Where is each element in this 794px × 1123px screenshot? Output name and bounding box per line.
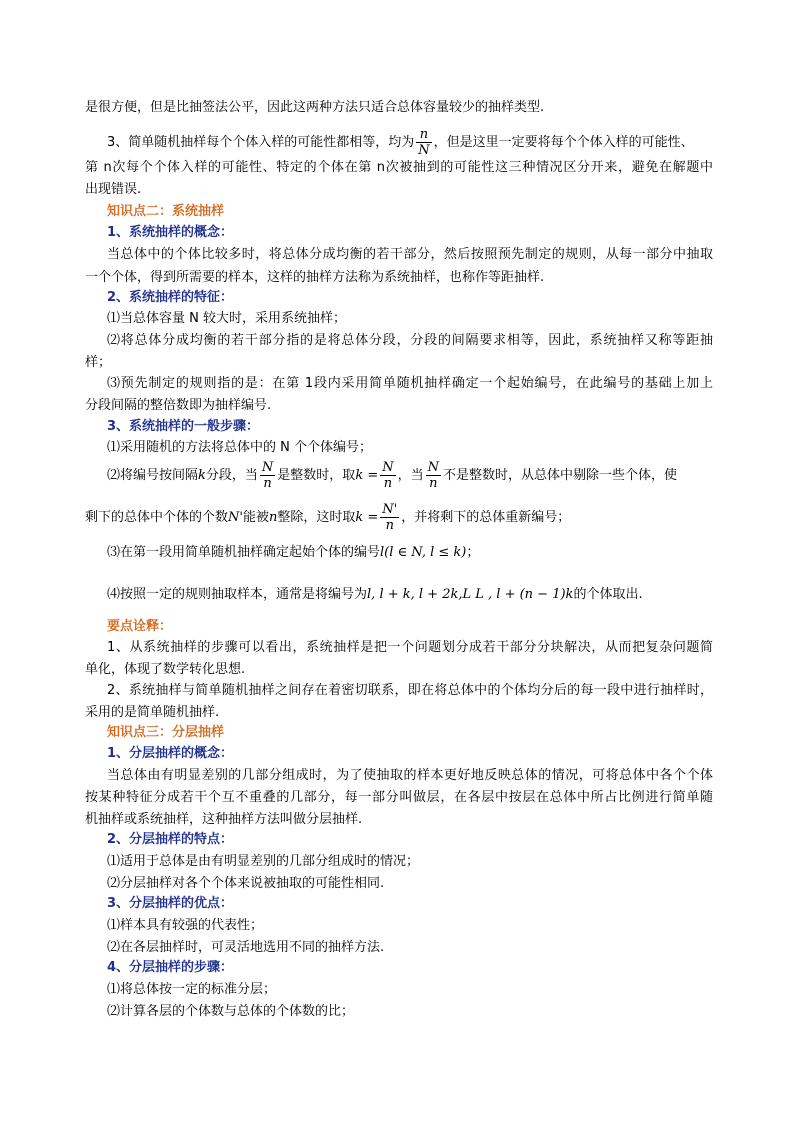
text-line: 出现错误. [85, 182, 142, 197]
subheading: 2、分层抽样的特点： [107, 832, 234, 847]
text-line: 按某种特征分成若干个互不重叠的几部分，每一部分叫做层，在各层中按层在总体中所占比例进行简单随 [85, 790, 713, 805]
subheading: 3、分层抽样的优点： [107, 896, 234, 911]
text-line: ⑴样本具有较强的代表性； [107, 918, 264, 933]
text-line: ⑵在各层抽样时，可灵活地选用不同的抽样方法. [107, 940, 385, 955]
text-segment: ，但是这里一定要将每个个体入样的可能性、 [433, 135, 694, 150]
text-line: ⑵将总体分成均衡的若干部分指的是将总体分段，分段的间隔要求相等，因此，系统抽样又称等距抽 [107, 333, 713, 348]
subheading: 4、分层抽样的步骤： [107, 960, 234, 975]
text-line: 当总体由有明显差别的几部分组成时，为了使抽取的样本更好地反映总体的情况，可将总体中各个个体 [107, 768, 713, 783]
subheading: 2、系统抽样的特征： [107, 290, 234, 305]
text-line: 当总体中的个体比较多时，将总体分成均衡的若干部分，然后按照预先制定的规则，从每一部分中抽取 [107, 247, 713, 262]
text-line: ⑵计算各层的个体数与总体的个体数的比； [107, 1004, 355, 1019]
text-line: ⑶在第一段用简单随机抽样确定起始个体的编号l(l ∈ N, l ≤ k)； [107, 545, 480, 560]
text-line: ⑴将总体按一定的标准分层； [107, 982, 277, 997]
fraction-Nprime-over-n: $\frac{N'}{n}$ [382, 502, 398, 533]
text-line: ⑴适用于总体是由有明显差别的几部分组成时的情况； [107, 854, 420, 869]
text-line: 机抽样或系统抽样，这种抽样方法叫做分层抽样. [85, 812, 363, 827]
text-line: ⑶预先制定的规则指的是：在第 1段内采用简单随机抽样确定一个起始编号，在此编号的基础上加上 [107, 376, 713, 391]
text-line: ⑴当总体容量 N 较大时，采用系统抽样； [107, 311, 346, 326]
fraction-N-over-n: $\frac{N}{n}$ [261, 460, 274, 491]
text-line: 单化，体现了数学转化思想. [85, 662, 246, 677]
text-line [107, 127, 713, 158]
text-line: ⑵将编号按间隔k分段，当 $\frac{N}{n}$ 是整数时，取k = $\frac{N}{n}$ ，当 $\frac{N}{n}$ 不是整数时，从总体中剔除一些个体，使 [107, 460, 677, 491]
fraction-N-over-n: $\frac{N}{n}$ [382, 460, 394, 491]
text-line: ⑴采用随机的方法将总体中的 N 个个体编号； [107, 440, 372, 455]
subheading: 1、系统抽样的概念： [107, 225, 234, 240]
text-segment: 3、简单随机抽样每个个体入样的可能性都相等，均为 [107, 135, 415, 150]
key-points-heading: 要点诠释： [107, 619, 173, 634]
text-line: ⑵分层抽样对各个个体来说被抽取的可能性相同. [107, 876, 385, 891]
section-heading-stratified: 知识点三：分层抽样 [107, 725, 225, 740]
subheading: 1、分层抽样的概念： [107, 746, 234, 761]
text-line: 一个个体，得到所需要的样本，这样的抽样方法称为系统抽样，也称作等距抽样. [85, 270, 545, 285]
text-line: ⑷按照一定的规则抽取样本，通常是将编号为l, l + k, l + 2k,L L , l + (n − 1)k的个体取出. [107, 587, 643, 602]
text-line: 是很方便，但是比抽签法公平，因此这两种方法只适合总体容量较少的抽样类型. [85, 100, 545, 115]
text-line: 样； [85, 355, 112, 370]
subheading: 3、系统抽样的一般步骤： [107, 419, 260, 434]
text-line: 1、从系统抽样的步骤可以看出，系统抽样是把一个问题划分成若干部分分块解决，从而把复杂问题简 [107, 640, 713, 655]
text-line: 第 n次每个个体入样的可能性、特定的个体在第 n次被抽到的可能性这三种情况区分开来，避免在解题中 [85, 160, 713, 175]
text-line: 2、系统抽样与简单随机抽样之间存在着密切联系，即在将总体中的个体均分后的每一段中进行抽样时， [107, 683, 713, 698]
fraction-N-over-n: $\frac{N}{n}$ [427, 460, 439, 491]
text-line: 剩下的总体中个体的个数N'能被n整除，这时取k = $\frac{N'}{n}$ ，并将剩下的总体重新编号； [85, 502, 571, 533]
text-line: 采用的是简单随机抽样. [85, 705, 220, 720]
section-heading-systematic: 知识点二：系统抽样 [107, 204, 225, 219]
fraction-n-over-N: $\frac{n}{N}$ [418, 127, 430, 158]
text-line: 分段间隔的整倍数即为抽样编号. [85, 398, 272, 413]
